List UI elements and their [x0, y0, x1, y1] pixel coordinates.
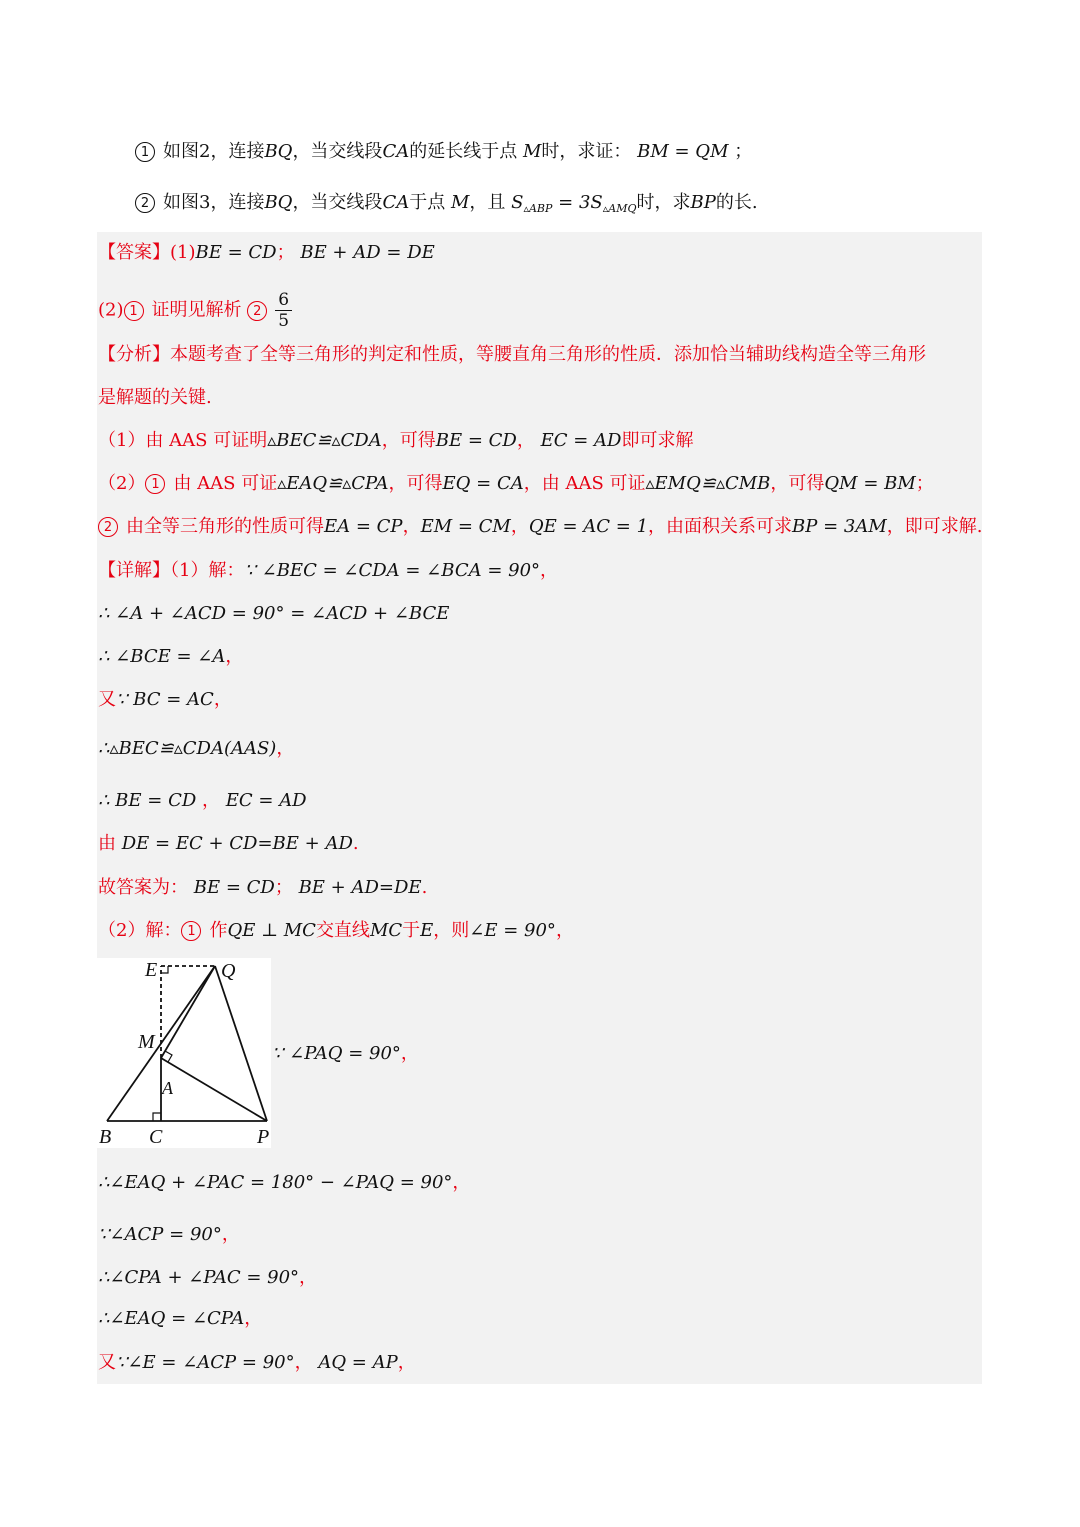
text: 如图2，连接 — [163, 141, 265, 162]
text: ， — [402, 516, 421, 537]
text: (1) — [170, 242, 196, 263]
math: AQ = AP — [318, 1352, 398, 1373]
analysis-label: 【分析】 — [98, 344, 170, 365]
fraction — [275, 290, 292, 331]
math: BP — [690, 192, 716, 213]
text: ， — [452, 1172, 471, 1193]
math: ∠E = 90° — [469, 920, 556, 941]
circled-number: 1 — [124, 301, 144, 321]
text: ，可得 — [381, 430, 436, 451]
text: 是解题的关键. — [98, 387, 212, 408]
math: ∴ ∠BCE = ∠A — [98, 646, 226, 667]
text: 的延长线于点 — [409, 141, 518, 162]
text: ， — [400, 1043, 419, 1064]
detail-line-2 — [98, 601, 449, 627]
math: BQ — [264, 192, 293, 213]
answer-line-1 — [98, 240, 435, 266]
detail-line-12 — [98, 1222, 240, 1248]
math: ▵EAQ≌▵CPA — [277, 473, 389, 494]
text: ， — [555, 920, 574, 941]
answer-label: 【答案】 — [98, 242, 170, 263]
math: EA = CP — [324, 516, 403, 537]
text: （1）由 AAS 可证明 — [98, 430, 268, 451]
text: 于点 — [409, 192, 446, 213]
text: 由 — [98, 833, 116, 854]
text: 作 — [209, 920, 228, 941]
right-angle-C — [153, 1113, 161, 1121]
detail-line-1 — [98, 558, 558, 584]
detail-line-13 — [98, 1265, 317, 1291]
subscript: ▵AMQ — [602, 202, 637, 215]
line-QP — [215, 966, 267, 1121]
text: 由 AAS 可证 — [173, 473, 278, 494]
text: 如图3，连接 — [163, 192, 265, 213]
label-A: A — [162, 1078, 173, 1098]
detail-line-7 — [98, 831, 359, 857]
line-AQ — [161, 966, 215, 1058]
math: ∴ BE = CD — [98, 790, 197, 811]
text: . — [352, 833, 359, 854]
text: ， — [276, 738, 295, 759]
math: QE ⊥ MC — [227, 920, 316, 941]
math: BP = 3AM — [792, 516, 887, 537]
math: QE = AC = 1 — [528, 516, 649, 537]
text: ， — [244, 1308, 263, 1329]
text: ，可得 — [770, 473, 825, 494]
math: CA — [382, 192, 410, 213]
circled-number: 1 — [181, 921, 201, 941]
math: ∵ ∠PAQ = 90° — [272, 1043, 401, 1064]
label-C: C — [149, 1126, 163, 1148]
math: DE = EC + CD=BE + AD — [121, 833, 353, 854]
text: 证明见解析 — [151, 299, 242, 321]
question-line-1 — [135, 140, 752, 164]
math: BE = CD — [195, 242, 277, 263]
text: 时，求 — [636, 192, 691, 213]
text: ，当交线段 — [292, 141, 383, 162]
text: ，由 AAS 可证 — [523, 473, 646, 494]
text: ， — [225, 646, 244, 667]
text: （2） — [98, 473, 146, 494]
math: ∵ BC = AC — [116, 689, 214, 710]
label-Q: Q — [221, 960, 236, 982]
math: S — [511, 192, 524, 213]
text: ， — [510, 516, 529, 537]
answer-line-2 — [98, 290, 292, 331]
math: M — [450, 192, 470, 213]
detail-line-6 — [98, 788, 307, 814]
math: E — [420, 920, 434, 941]
text: ，则 — [433, 920, 470, 941]
math: MC — [369, 920, 403, 941]
text: 即可求解 — [621, 430, 694, 451]
line-AP — [161, 1058, 267, 1121]
detail-line-4 — [98, 687, 232, 713]
text: 故答案为： — [98, 877, 188, 898]
text: 交直线 — [315, 920, 370, 941]
detail-line-3 — [98, 644, 243, 670]
detail-line-9 — [98, 918, 574, 944]
label-M: M — [138, 1031, 155, 1053]
math: M — [522, 141, 542, 162]
detail-line-14 — [98, 1306, 262, 1332]
math: ∵∠E = ∠ACP = 90° — [116, 1352, 295, 1373]
text: ； — [276, 242, 295, 263]
text: ， — [397, 1352, 416, 1373]
analysis-line-4 — [98, 471, 934, 497]
math: ∵ ∠BEC = ∠CDA = ∠BCA = 90° — [244, 560, 541, 581]
math: BM = QM — [637, 141, 729, 162]
text: ， — [299, 1267, 318, 1288]
math: EC = AD — [540, 430, 622, 451]
math: = 3S — [552, 192, 603, 213]
text: ， — [294, 1352, 313, 1373]
text: 本题考查了全等三角形的判定和性质，等腰直角三角形的性质．添加恰当辅助线构造全等三角形 — [170, 344, 926, 365]
detail-line-8 — [98, 875, 427, 901]
right-angle-E — [161, 966, 168, 973]
analysis-line-5 — [98, 514, 983, 540]
label-P: P — [257, 1126, 270, 1148]
text: 由全等三角形的性质可得 — [126, 516, 324, 537]
detail-label: 【详解】 — [98, 560, 170, 581]
text: 又 — [98, 689, 116, 710]
text: ， — [202, 790, 221, 811]
text: ； — [915, 473, 934, 494]
text: 时，求证： — [541, 141, 632, 162]
detail-line-5 — [98, 736, 294, 762]
math: ∴∠CPA + ∠PAC = 90° — [98, 1267, 300, 1288]
math: QM = BM — [824, 473, 916, 494]
text: 又 — [98, 1352, 116, 1373]
text: ； — [274, 877, 293, 898]
text: ，且 — [469, 192, 506, 213]
label-E: E — [145, 959, 158, 981]
math: ∴▵BEC≌▵CDA(AAS) — [98, 738, 277, 759]
triangle-diagram — [97, 958, 271, 1148]
math: ∴∠EAQ + ∠PAC = 180° − ∠PAQ = 90° — [98, 1172, 453, 1193]
fraction-denominator: 5 — [278, 311, 290, 331]
detail-line-15 — [98, 1350, 416, 1376]
text: ， — [540, 560, 559, 581]
circled-number: 2 — [98, 517, 118, 537]
text: ，可得 — [388, 473, 443, 494]
circled-number: 2 — [247, 301, 267, 321]
text: （1）解： — [170, 560, 245, 581]
subscript: ▵ABP — [523, 202, 553, 215]
math: EC = AD — [225, 790, 307, 811]
text: ，由面积关系可求 — [648, 516, 793, 537]
math: EM = CM — [420, 516, 511, 537]
circled-number: 1 — [135, 142, 155, 162]
math: BE = CD — [435, 430, 517, 451]
math: ▵BEC≌▵CDA — [267, 430, 382, 451]
text: . — [421, 877, 428, 898]
math: BQ — [264, 141, 293, 162]
label-B: B — [99, 1126, 112, 1148]
text: ， — [516, 430, 535, 451]
math: BE = CD — [193, 877, 275, 898]
question-line-2 — [135, 191, 758, 221]
circled-number: 1 — [145, 474, 165, 494]
text: 于 — [402, 920, 421, 941]
math: ∵∠ACP = 90° — [98, 1224, 222, 1245]
text: ； — [734, 141, 753, 162]
text: （2）解： — [98, 920, 182, 941]
detail-line-11 — [98, 1170, 470, 1196]
circled-number: 2 — [135, 193, 155, 213]
math: BE + AD = DE — [300, 242, 435, 263]
text: 的长. — [715, 192, 758, 213]
text: ， — [221, 1224, 240, 1245]
text: ，即可求解. — [886, 516, 983, 537]
geometry-figure — [97, 958, 271, 1148]
math: ∴ ∠A + ∠ACD = 90° = ∠ACD + ∠BCE — [98, 603, 450, 624]
text: ， — [213, 689, 232, 710]
math: CA — [382, 141, 410, 162]
analysis-line-3 — [98, 428, 693, 454]
math: ▵EMQ≌▵CMB — [645, 473, 771, 494]
detail-line-10 — [272, 1041, 419, 1067]
math: ∴∠EAQ = ∠CPA — [98, 1308, 245, 1329]
text: ，当交线段 — [292, 192, 383, 213]
text: (2) — [98, 299, 124, 321]
analysis-line-1 — [98, 342, 926, 368]
analysis-line-2 — [98, 385, 212, 411]
fraction-numerator: 6 — [275, 290, 292, 311]
math: BE + AD=DE — [298, 877, 422, 898]
math: EQ = CA — [442, 473, 524, 494]
